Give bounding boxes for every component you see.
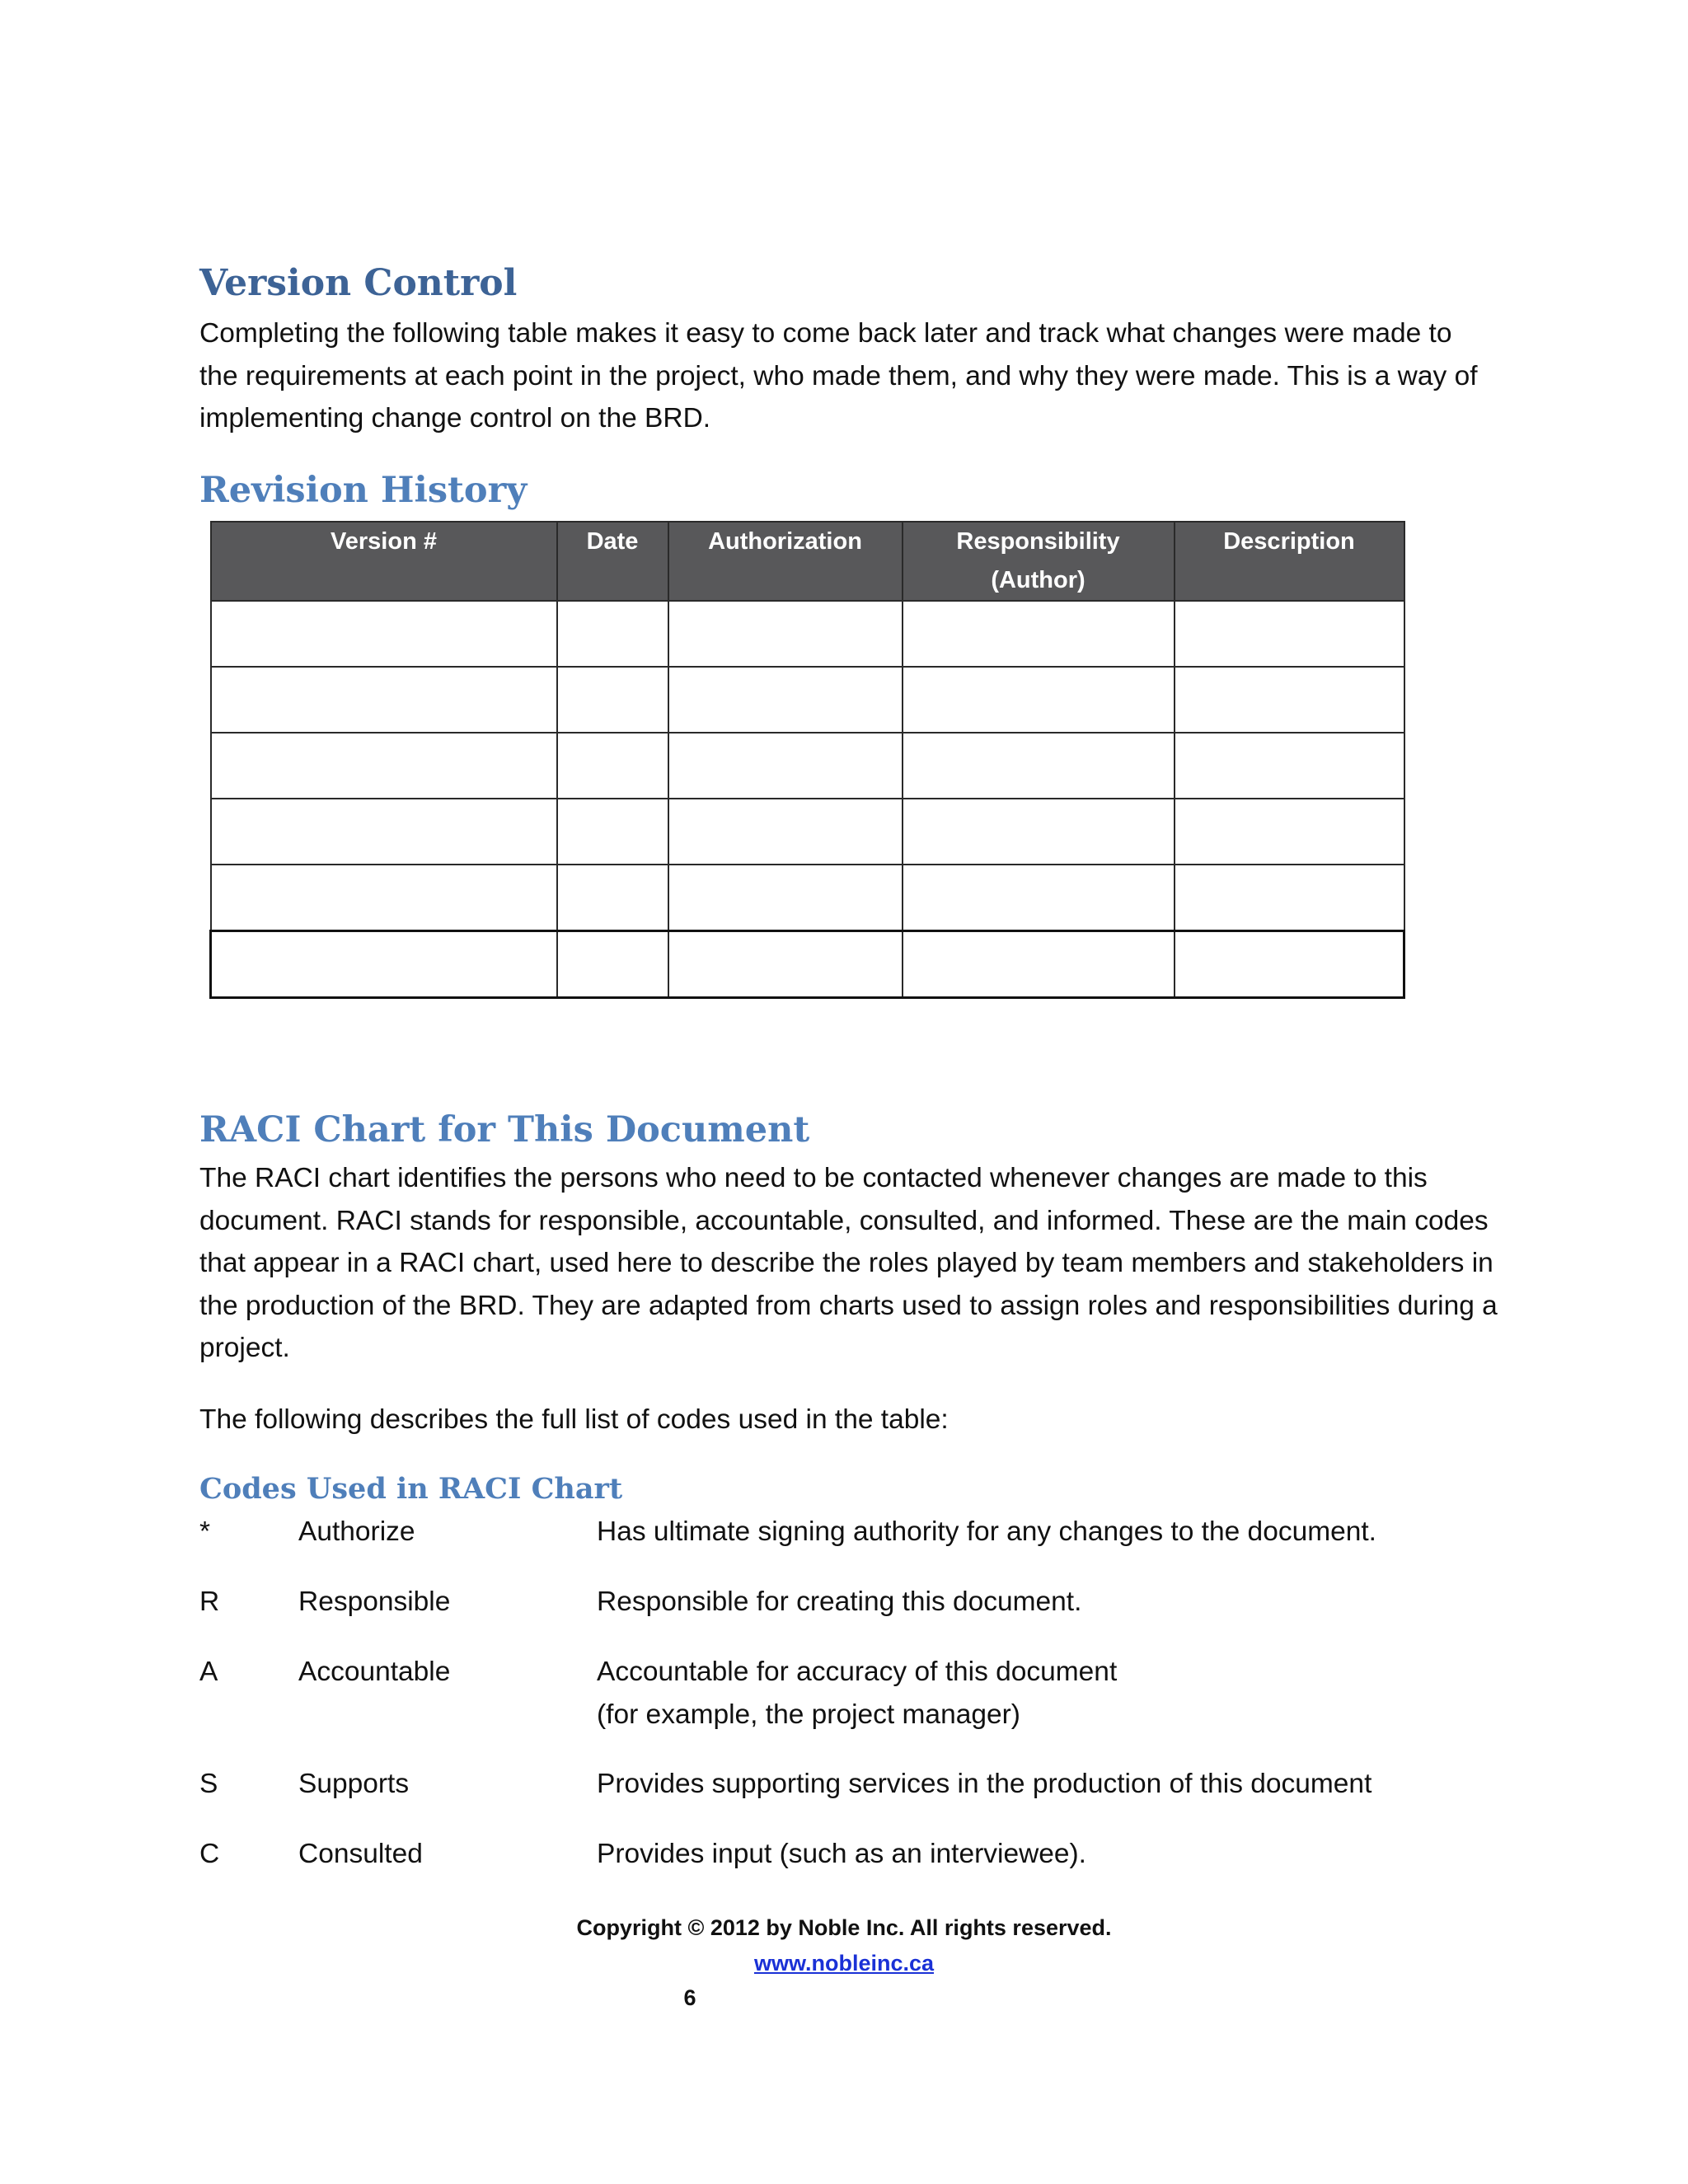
- table-cell[interactable]: [1175, 733, 1404, 799]
- table-row: [211, 931, 1404, 998]
- codes-title: Codes Used in RACI Chart: [199, 1472, 623, 1506]
- table-cell[interactable]: [668, 667, 903, 733]
- footer-link-wrapper: [0, 1951, 1688, 1976]
- intro-line: the production of the BRD. They are adapted from charts used to assign roles and responsibilities during a: [199, 1290, 1498, 1321]
- table-cell[interactable]: [557, 601, 668, 667]
- table-cell[interactable]: [557, 733, 668, 799]
- code-symbol: *: [199, 1516, 211, 1547]
- table-cell[interactable]: [903, 865, 1175, 931]
- table-row: [211, 865, 1404, 931]
- table-row: [211, 733, 1404, 799]
- header-authorization: Authorization: [668, 522, 903, 601]
- version-control-intro: [199, 312, 1518, 440]
- table-cell[interactable]: [211, 931, 557, 998]
- table-cell[interactable]: [1175, 799, 1404, 865]
- intro-line: the requirements at each point in the project, who made them, and why they were made. This is a way of: [199, 360, 1478, 391]
- table-row: [211, 799, 1404, 865]
- table-cell[interactable]: [211, 733, 557, 799]
- table-cell[interactable]: [903, 733, 1175, 799]
- code-symbol: A: [199, 1657, 218, 1687]
- table-cell[interactable]: [557, 799, 668, 865]
- code-symbol: C: [199, 1839, 220, 1869]
- website-link[interactable]: www.nobleinc.ca: [753, 1951, 935, 1975]
- intro-line: document. RACI stands for responsible, accountable, consulted, and informed. These are the main codes: [199, 1205, 1489, 1236]
- table-cell[interactable]: [903, 601, 1175, 667]
- table-cell[interactable]: [1175, 865, 1404, 931]
- section-title-raci-chart: RACI Chart for This Document: [199, 1109, 810, 1151]
- table-cell[interactable]: [668, 601, 903, 667]
- table-cell[interactable]: [1175, 931, 1404, 998]
- codes-list-intro: The following describes the full list of codes used in the table:: [199, 1404, 949, 1435]
- table-cell[interactable]: [1175, 601, 1404, 667]
- section-title-version-control: Version Control: [199, 262, 518, 304]
- table-cell[interactable]: [557, 931, 668, 998]
- code-symbol: S: [199, 1769, 218, 1799]
- table-cell[interactable]: [211, 601, 557, 667]
- header-responsibility-line1: Responsibility: [956, 528, 1120, 555]
- intro-line: Completing the following table makes it easy to come back later and track what changes were made to: [199, 318, 1452, 349]
- intro-line: project.: [199, 1333, 290, 1363]
- table-cell[interactable]: [211, 799, 557, 865]
- table-cell[interactable]: [903, 667, 1175, 733]
- intro-line: implementing change control on the BRD.: [199, 403, 711, 434]
- table-cell[interactable]: [668, 931, 903, 998]
- table-cell[interactable]: [211, 865, 557, 931]
- code-symbol: R: [199, 1586, 220, 1617]
- table-row: [211, 667, 1404, 733]
- code-name: Accountable: [298, 1657, 451, 1687]
- code-description: Responsible for creating this document.: [597, 1586, 1082, 1617]
- raci-intro: [199, 1157, 1518, 1370]
- table-row: [211, 601, 1404, 667]
- code-description: Provides input (such as an interviewee).: [597, 1839, 1086, 1869]
- table-cell[interactable]: [1175, 667, 1404, 733]
- header-responsibility: [903, 522, 1175, 601]
- table-cell[interactable]: [557, 667, 668, 733]
- table-cell[interactable]: [903, 799, 1175, 865]
- table-cell[interactable]: [211, 667, 557, 733]
- header-date: Date: [557, 522, 668, 601]
- intro-line: that appear in a RACI chart, used here to describe the roles played by team members and stakeholders in: [199, 1248, 1493, 1278]
- table-cell[interactable]: [668, 733, 903, 799]
- revision-history-table: [209, 521, 1405, 999]
- table-cell[interactable]: [903, 931, 1175, 998]
- table-header-row: [211, 522, 1404, 601]
- code-name: Responsible: [298, 1586, 451, 1617]
- code-name: Consulted: [298, 1839, 423, 1869]
- table-cell[interactable]: [557, 865, 668, 931]
- code-description: Has ultimate signing authority for any changes to the document.: [597, 1516, 1376, 1547]
- table-cell[interactable]: [668, 865, 903, 931]
- intro-line: The RACI chart identifies the persons who need to be contacted whenever changes are made to this: [199, 1163, 1428, 1193]
- table-cell[interactable]: [668, 799, 903, 865]
- page-number: 6: [683, 1985, 696, 2010]
- header-version: Version #: [211, 522, 557, 601]
- section-title-revision-history: Revision History: [199, 470, 528, 511]
- code-description: Provides supporting services in the production of this document: [597, 1769, 1372, 1799]
- footer-copyright: Copyright © 2012 by Noble Inc. All rights reserved.: [576, 1915, 1112, 1940]
- code-name: Authorize: [298, 1516, 415, 1547]
- code-name: Supports: [298, 1769, 410, 1799]
- code-description: Accountable for accuracy of this document (for example, the project manager): [597, 1657, 1118, 1730]
- header-responsibility-line2: (Author): [991, 567, 1085, 593]
- header-description: Description: [1175, 522, 1404, 601]
